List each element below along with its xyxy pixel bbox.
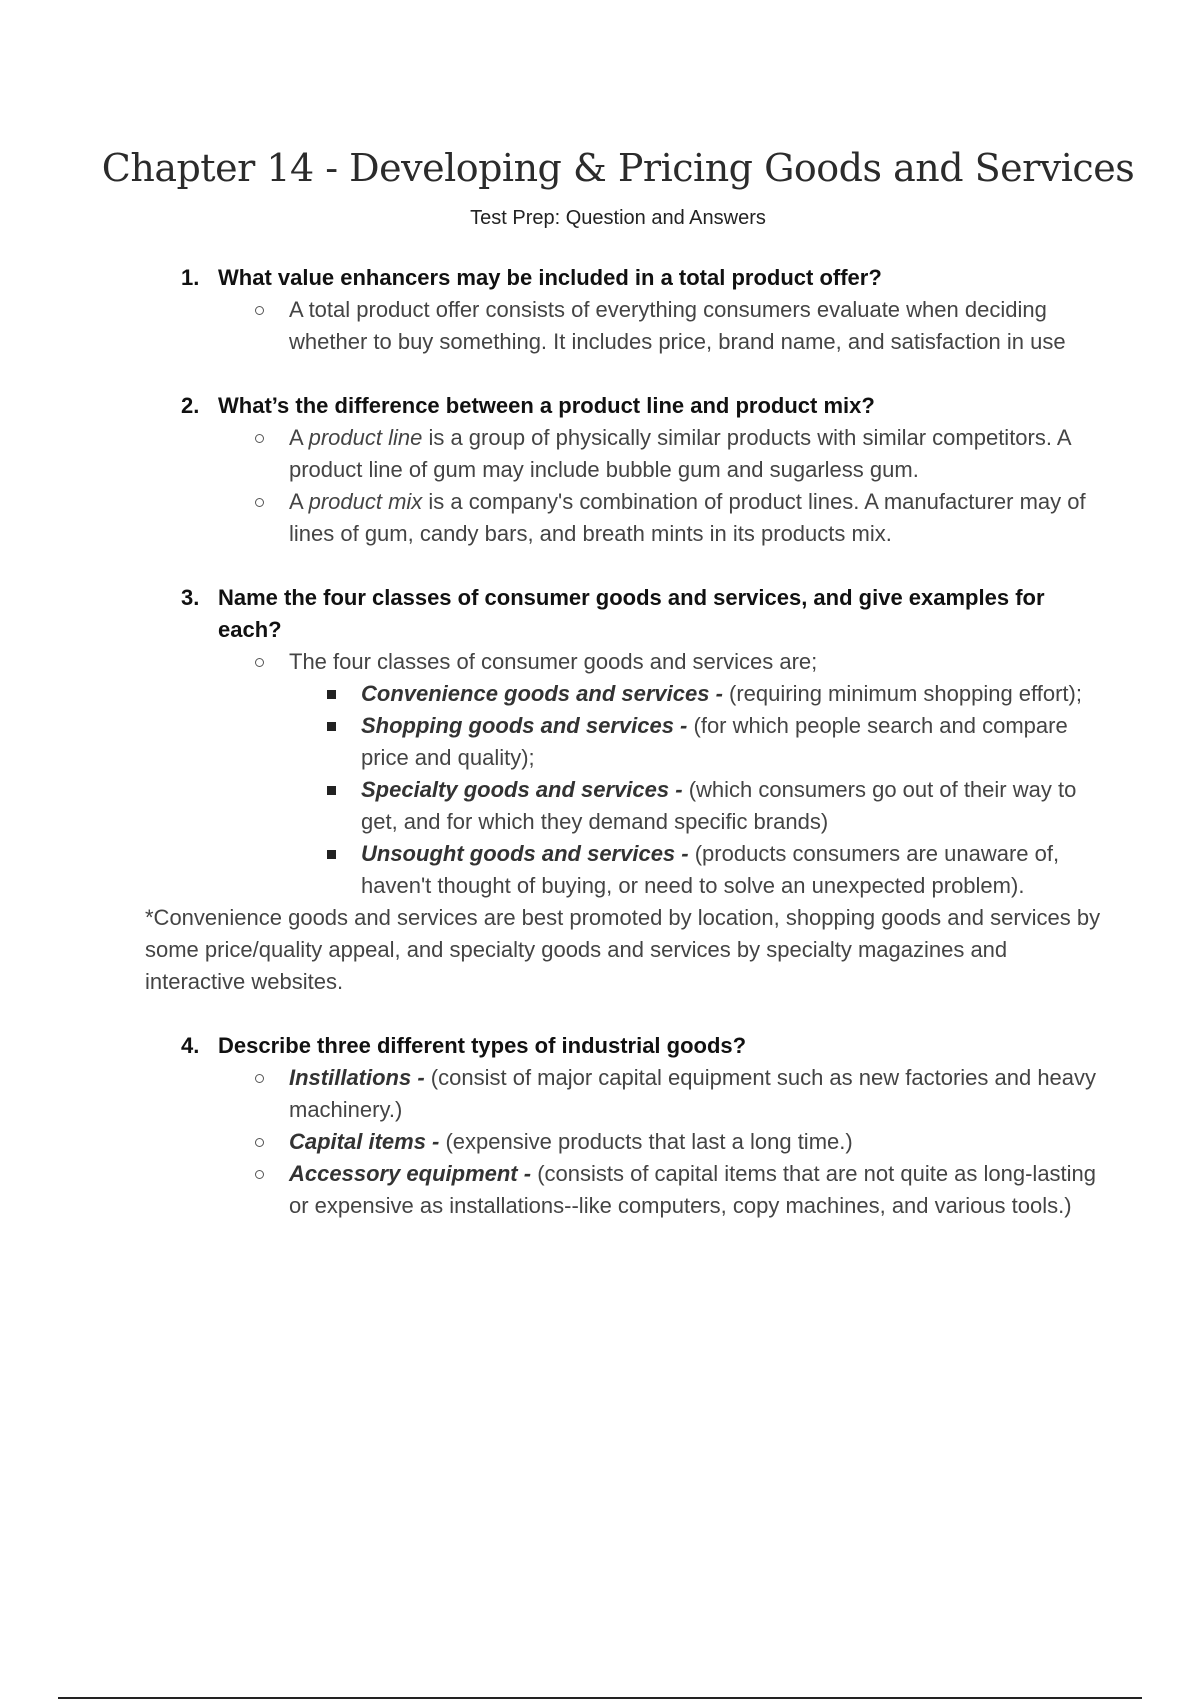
type-term: Instillations - <box>289 1065 431 1090</box>
answer-item <box>289 486 1105 550</box>
class-term: Specialty goods and services - <box>361 777 689 802</box>
answer-item <box>289 1126 1105 1158</box>
page-title: Chapter 14 - Developing & Pricing Goods and Services <box>101 146 1135 190</box>
consumer-classes-list <box>289 678 1105 902</box>
list-item <box>361 710 1105 774</box>
answer-list-3 <box>145 646 1105 902</box>
class-term: Unsought goods and services - <box>361 841 695 866</box>
answer-list-2 <box>145 422 1105 550</box>
class-desc: (which consumers go out of their way to get, and for which they demand specific brands) <box>361 777 1077 834</box>
question-text: What’s the difference between a product line and product mix? <box>218 393 875 418</box>
circle-bullet-icon <box>255 434 264 443</box>
term-product-line: product line <box>308 425 423 450</box>
term-product-mix: product mix <box>308 489 423 514</box>
answer-item <box>289 1158 1105 1222</box>
answer-text: is a group of physically similar products with similar competitors. A product line of gum may include bubble gum and sugarless gum. <box>289 425 1071 482</box>
question-2 <box>145 390 1105 422</box>
document-body <box>145 262 1105 1222</box>
question-4 <box>145 1030 1105 1062</box>
list-item <box>361 774 1105 838</box>
list-item <box>361 678 1105 710</box>
class-desc: (requiring minimum shopping effort); <box>729 681 1082 706</box>
answer-list-4 <box>145 1062 1105 1222</box>
question-number: 4. <box>181 1033 200 1058</box>
circle-bullet-icon <box>255 498 264 507</box>
class-term: Convenience goods and services - <box>361 681 730 706</box>
answer-text: is a company's combination of product lines. A manufacturer may of lines of gum, candy bars, and breath mints in its products mix. <box>289 489 1086 546</box>
square-bullet-icon <box>327 786 336 795</box>
answer-prefix: A <box>289 425 309 450</box>
answer-list-1 <box>145 294 1105 358</box>
square-bullet-icon <box>327 850 336 859</box>
question-number: 1. <box>181 265 200 290</box>
page-subtitle: Test Prep: Question and Answers <box>470 207 766 229</box>
answer-item <box>289 1062 1105 1126</box>
answer-prefix: A <box>289 489 309 514</box>
circle-bullet-icon <box>255 306 264 315</box>
question-3 <box>145 582 1105 646</box>
answer-text: The four classes of consumer goods and services are; <box>289 649 818 674</box>
circle-bullet-icon <box>255 1170 264 1179</box>
question-text: Describe three different types of industrial goods? <box>218 1033 747 1058</box>
type-desc: (expensive products that last a long time.) <box>445 1129 853 1154</box>
answer-text: A total product offer consists of everything consumers evaluate when deciding whether to buy something. It includes price, brand name, and satisfaction in use <box>289 297 1066 354</box>
list-item <box>361 838 1105 902</box>
type-term: Capital items - <box>289 1129 446 1154</box>
square-bullet-icon <box>327 722 336 731</box>
circle-bullet-icon <box>255 658 264 667</box>
type-desc: (consists of capital items that are not quite as long-lasting or expensive as installations--like computers, copy machines, and various tools.) <box>289 1161 1097 1218</box>
circle-bullet-icon <box>255 1138 264 1147</box>
answer-item <box>289 294 1105 358</box>
type-desc: (consist of major capital equipment such as new factories and heavy machinery.) <box>289 1065 1097 1122</box>
question-1 <box>145 262 1105 294</box>
question-text: Name the four classes of consumer goods and services, and give examples for each? <box>218 585 1045 642</box>
circle-bullet-icon <box>255 1074 264 1083</box>
question-text: What value enhancers may be included in a total product offer? <box>218 265 882 290</box>
promotion-note: *Convenience goods and services are best promoted by location, shopping goods and services by some price/quality appeal, and specialty goods and services by specialty magazines and interactive websites. <box>145 905 1101 994</box>
class-desc: (for which people search and compare price and quality); <box>361 713 1068 770</box>
type-term: Accessory equipment - <box>289 1161 538 1186</box>
answer-item <box>289 422 1105 486</box>
class-term: Shopping goods and services - <box>361 713 694 738</box>
page-bottom-rule <box>58 1697 1142 1699</box>
question-number: 3. <box>181 585 200 610</box>
answer-item <box>289 646 1105 902</box>
square-bullet-icon <box>327 690 336 699</box>
question-number: 2. <box>181 393 200 418</box>
class-desc: (products consumers are unaware of, haven't thought of buying, or need to solve an unexpected problem). <box>361 841 1060 898</box>
